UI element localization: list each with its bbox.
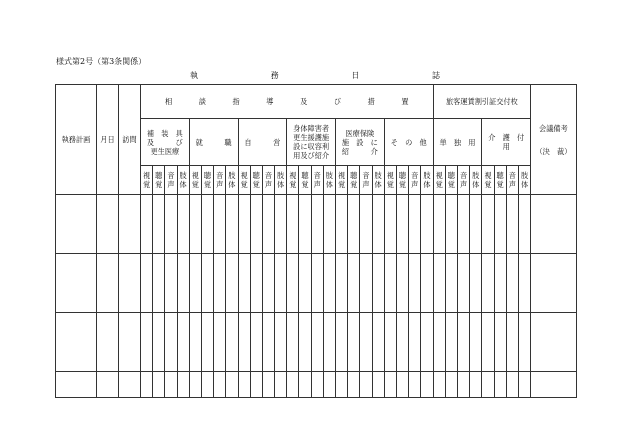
entry-cell[interactable]: [299, 195, 311, 254]
table-row: [56, 313, 577, 372]
entry-cell[interactable]: [409, 313, 421, 372]
sense-top: 音: [411, 171, 419, 180]
entry-cell[interactable]: [153, 254, 165, 313]
category-label: 設に収容利: [293, 142, 330, 151]
sense-bottom: 覚: [191, 180, 199, 189]
entry-cell[interactable]: [250, 313, 262, 372]
entry-cell[interactable]: [311, 372, 323, 398]
sense-cell: [323, 166, 335, 195]
sense-bottom: 覚: [337, 180, 346, 189]
entry-cell[interactable]: [177, 254, 189, 313]
entry-cell[interactable]: [97, 254, 119, 313]
entry-cell[interactable]: [506, 195, 518, 254]
entry-cell[interactable]: [189, 372, 201, 398]
entry-cell[interactable]: [214, 313, 226, 372]
entry-cell[interactable]: [119, 254, 141, 313]
entry-cell[interactable]: [494, 313, 506, 372]
entry-cell[interactable]: [372, 254, 384, 313]
sense-bottom: 体: [374, 180, 382, 189]
entry-cell[interactable]: [458, 195, 470, 254]
sense-cell: [506, 166, 518, 195]
entry-cell[interactable]: [445, 372, 457, 398]
entry-cell[interactable]: [56, 372, 97, 398]
date-header: 月日: [97, 85, 119, 195]
sense-bottom: 声: [508, 180, 516, 189]
sense-bottom: 覚: [142, 180, 151, 189]
category-label: 更生援護施: [293, 133, 330, 142]
entry-cell[interactable]: [421, 372, 433, 398]
entry-cell[interactable]: [141, 372, 153, 398]
entry-cell[interactable]: [153, 372, 165, 398]
entry-cell[interactable]: [153, 313, 165, 372]
entry-cell[interactable]: [311, 195, 323, 254]
form-number-label: 様式第2号（第3条関係）: [56, 57, 147, 66]
category-label: そ の 他: [390, 137, 427, 147]
consult-char: び: [333, 97, 342, 106]
category-label: 自 営: [244, 137, 281, 147]
entry-cell[interactable]: [482, 195, 494, 254]
sense-cell: [470, 166, 482, 195]
sense-top: 肢: [520, 171, 529, 180]
entry-cell[interactable]: [458, 313, 470, 372]
entry-cell[interactable]: [119, 372, 141, 398]
entry-cell[interactable]: [214, 372, 226, 398]
entry-cell[interactable]: [153, 195, 165, 254]
sense-top: 視: [240, 171, 248, 180]
entry-cell[interactable]: [189, 313, 201, 372]
category-label: 介 護 付 用: [488, 133, 532, 151]
entry-cell[interactable]: [201, 313, 213, 372]
category-label: 就 職: [195, 137, 232, 147]
sense-cell: [299, 166, 311, 195]
sense-bottom: 覚: [240, 180, 248, 189]
category-label: 医療保険: [345, 128, 375, 138]
fare-group-header: 旅客運賃割引証交付枚: [433, 85, 531, 119]
entry-cell[interactable]: [445, 254, 457, 313]
entry-cell[interactable]: [56, 195, 97, 254]
entry-cell[interactable]: [336, 254, 348, 313]
sense-bottom: 体: [472, 180, 480, 189]
category-cell: [433, 119, 482, 166]
sense-bottom: 覚: [350, 180, 358, 189]
entry-cell[interactable]: [287, 254, 299, 313]
sense-bottom: 声: [264, 180, 273, 189]
entry-cell[interactable]: [189, 254, 201, 313]
entry-cell[interactable]: [262, 254, 274, 313]
title-char: 誌: [431, 71, 440, 80]
entry-cell[interactable]: [177, 372, 189, 398]
entry-cell[interactable]: [323, 313, 335, 372]
entry-cell[interactable]: [348, 313, 360, 372]
entry-cell[interactable]: [470, 254, 482, 313]
sense-bottom: 声: [411, 180, 419, 189]
entry-cell[interactable]: [299, 313, 311, 372]
sense-top: 音: [216, 171, 224, 180]
meeting-notes-header: [531, 85, 577, 195]
sense-bottom: 体: [228, 180, 236, 189]
entry-cell[interactable]: [336, 195, 348, 254]
entry-cell[interactable]: [421, 195, 433, 254]
entry-cell[interactable]: [531, 195, 577, 254]
entry-cell[interactable]: [165, 254, 177, 313]
sense-cell: [396, 166, 408, 195]
sense-bottom: 声: [313, 180, 321, 189]
entry-cell[interactable]: [494, 372, 506, 398]
sense-bottom: 声: [167, 180, 175, 189]
entry-cell[interactable]: [482, 313, 494, 372]
sense-cell: [409, 166, 421, 195]
sense-bottom: 声: [459, 180, 468, 189]
entry-cell[interactable]: [311, 313, 323, 372]
entry-cell[interactable]: [97, 313, 119, 372]
entry-cell[interactable]: [299, 254, 311, 313]
entry-cell[interactable]: [119, 313, 141, 372]
sense-bottom: 覚: [386, 180, 394, 189]
category-label: 紹 介: [341, 146, 378, 156]
sense-cell: [189, 166, 201, 195]
entry-cell[interactable]: [238, 313, 250, 372]
entry-cell[interactable]: [372, 313, 384, 372]
consult-char: 措: [367, 97, 375, 106]
sense-cell: [311, 166, 323, 195]
entry-cell[interactable]: [214, 254, 226, 313]
entry-cell[interactable]: [250, 195, 262, 254]
entry-cell[interactable]: [409, 254, 421, 313]
entry-cell[interactable]: [141, 313, 153, 372]
entry-cell[interactable]: [226, 254, 238, 313]
sense-top: 視: [435, 171, 443, 180]
entry-cell[interactable]: [458, 372, 470, 398]
sense-bottom: 覚: [496, 180, 504, 189]
entry-cell[interactable]: [518, 195, 530, 254]
sense-bottom: 覚: [252, 180, 260, 189]
consult-char: 指: [232, 97, 240, 106]
entry-cell[interactable]: [287, 195, 299, 254]
sense-top: 肢: [277, 171, 285, 180]
entry-cell[interactable]: [250, 372, 262, 398]
sense-cell: [275, 166, 287, 195]
work-log-table: [55, 84, 577, 398]
sense-cell: [250, 166, 262, 195]
entry-cell[interactable]: [336, 313, 348, 372]
sense-cell: [177, 166, 189, 195]
sense-cell: [445, 166, 457, 195]
entry-cell[interactable]: [409, 372, 421, 398]
entry-cell[interactable]: [409, 195, 421, 254]
entry-cell[interactable]: [226, 313, 238, 372]
entry-cell[interactable]: [384, 195, 396, 254]
plan-header: 執務計画: [56, 85, 97, 195]
entry-cell[interactable]: [470, 372, 482, 398]
entry-cell[interactable]: [421, 313, 433, 372]
sense-top: 聴: [252, 171, 260, 180]
sense-cell: [482, 166, 494, 195]
sense-top: 音: [459, 171, 468, 180]
entry-cell[interactable]: [311, 254, 323, 313]
sense-bottom: 覚: [155, 180, 163, 189]
entry-cell[interactable]: [275, 254, 287, 313]
entry-cell[interactable]: [384, 372, 396, 398]
entry-cell[interactable]: [97, 372, 119, 398]
sense-cell: [458, 166, 470, 195]
sense-top: 聴: [350, 171, 358, 180]
sense-cell: [238, 166, 250, 195]
sense-cell: [336, 166, 348, 195]
sense-cell: [433, 166, 445, 195]
sense-top: 音: [508, 171, 516, 180]
sense-cell: [141, 166, 153, 195]
entry-cell[interactable]: [250, 254, 262, 313]
category-cell: [287, 119, 336, 166]
entry-cell[interactable]: [396, 254, 408, 313]
sense-bottom: 覚: [289, 180, 297, 189]
sense-top: 音: [264, 171, 273, 180]
sense-bottom: 体: [277, 180, 285, 189]
sense-top: 聴: [155, 171, 163, 180]
sense-top: 視: [337, 171, 346, 180]
sense-top: 肢: [325, 171, 333, 180]
entry-cell[interactable]: [141, 254, 153, 313]
sense-top: 視: [484, 171, 492, 180]
entry-cell[interactable]: [494, 195, 506, 254]
header-row-1: [56, 85, 577, 119]
sense-top: 音: [313, 171, 321, 180]
category-label: 単 独 用: [439, 137, 476, 147]
sense-top: 聴: [301, 171, 309, 180]
sense-cell: [494, 166, 506, 195]
sense-top: 視: [289, 171, 297, 180]
category-cell: [336, 119, 385, 166]
entry-cell[interactable]: [360, 313, 372, 372]
sense-bottom: 体: [520, 180, 529, 189]
sense-top: 音: [167, 171, 175, 180]
entry-cell[interactable]: [201, 372, 213, 398]
sense-top: 視: [142, 171, 151, 180]
entry-cell[interactable]: [262, 195, 274, 254]
entry-cell[interactable]: [323, 254, 335, 313]
sense-bottom: 体: [423, 180, 431, 189]
entry-cell[interactable]: [226, 195, 238, 254]
consult-char: 置: [401, 97, 409, 106]
sense-cell: [360, 166, 372, 195]
entry-cell[interactable]: [518, 313, 530, 372]
entry-cell[interactable]: [360, 254, 372, 313]
entry-cell[interactable]: [433, 254, 445, 313]
sense-bottom: 覚: [301, 180, 309, 189]
entry-cell[interactable]: [506, 313, 518, 372]
sense-bottom: 覚: [484, 180, 492, 189]
sense-cell: [214, 166, 226, 195]
entry-cell[interactable]: [238, 254, 250, 313]
entry-cell[interactable]: [336, 372, 348, 398]
document-title: [190, 70, 440, 81]
entry-cell[interactable]: [323, 195, 335, 254]
entry-cell[interactable]: [458, 254, 470, 313]
category-label: 更生医療: [150, 146, 180, 156]
entry-cell[interactable]: [396, 313, 408, 372]
sense-top: 肢: [472, 171, 480, 180]
entry-cell[interactable]: [384, 254, 396, 313]
entry-cell[interactable]: [494, 254, 506, 313]
category-cell: [384, 119, 433, 166]
entry-cell[interactable]: [396, 195, 408, 254]
category-label: 身体障害者: [293, 124, 330, 133]
sense-top: 肢: [228, 171, 236, 180]
sense-cell: [226, 166, 238, 195]
entry-cell[interactable]: [275, 195, 287, 254]
entry-cell[interactable]: [226, 372, 238, 398]
entry-cell[interactable]: [214, 195, 226, 254]
entry-cell[interactable]: [201, 195, 213, 254]
sense-top: 肢: [179, 171, 187, 180]
entry-cell[interactable]: [275, 372, 287, 398]
entry-cell[interactable]: [470, 313, 482, 372]
entry-cell[interactable]: [482, 372, 494, 398]
category-label: 及 び: [146, 137, 183, 147]
entry-cell[interactable]: [518, 254, 530, 313]
entry-cell[interactable]: [238, 195, 250, 254]
entry-cell[interactable]: [275, 313, 287, 372]
sense-top: 聴: [398, 171, 407, 180]
sense-cell: [348, 166, 360, 195]
sense-bottom: 体: [179, 180, 187, 189]
entry-cell[interactable]: [433, 313, 445, 372]
sense-top: 肢: [374, 171, 382, 180]
entry-cell[interactable]: [97, 195, 119, 254]
entry-cell[interactable]: [348, 195, 360, 254]
meeting-notes-label: 会議備考: [539, 123, 568, 133]
visit-header: 訪問: [119, 85, 141, 195]
sense-cell: [384, 166, 396, 195]
table-row: [56, 195, 577, 254]
entry-cell[interactable]: [348, 254, 360, 313]
entry-cell[interactable]: [287, 372, 299, 398]
entry-cell[interactable]: [287, 313, 299, 372]
sense-bottom: 体: [325, 180, 333, 189]
entry-cell[interactable]: [433, 372, 445, 398]
entry-cell[interactable]: [56, 254, 97, 313]
entry-cell[interactable]: [177, 195, 189, 254]
entry-cell[interactable]: [262, 313, 274, 372]
entry-cell[interactable]: [531, 254, 577, 313]
consult-group-header: [141, 85, 434, 119]
entry-cell[interactable]: [518, 372, 530, 398]
entry-cell[interactable]: [482, 254, 494, 313]
entry-cell[interactable]: [384, 313, 396, 372]
category-label: 補 装 具: [146, 128, 183, 138]
consult-char: 相: [165, 97, 173, 106]
sense-top: 視: [386, 171, 394, 180]
sense-top: 視: [191, 171, 199, 180]
consult-char: 及: [300, 97, 308, 106]
entry-cell[interactable]: [445, 313, 457, 372]
entry-cell[interactable]: [372, 195, 384, 254]
entry-cell[interactable]: [531, 313, 577, 372]
sense-top: 聴: [447, 171, 455, 180]
entry-cell[interactable]: [506, 372, 518, 398]
sense-bottom: 覚: [435, 180, 443, 189]
entry-cell[interactable]: [470, 195, 482, 254]
entry-cell[interactable]: [165, 195, 177, 254]
title-char: 日: [351, 71, 360, 80]
category-label: 用及び紹介: [293, 151, 330, 160]
sense-top: 音: [362, 171, 370, 180]
sense-cell: [372, 166, 384, 195]
entry-cell[interactable]: [177, 313, 189, 372]
entry-cell[interactable]: [433, 195, 445, 254]
category-cell: [141, 119, 190, 166]
sense-cell: [518, 166, 530, 195]
category-cell: [482, 119, 531, 166]
table-row: [56, 254, 577, 313]
entry-cell[interactable]: [506, 254, 518, 313]
sense-cell: [201, 166, 213, 195]
entry-cell[interactable]: [299, 372, 311, 398]
sense-bottom: 声: [362, 180, 370, 189]
entry-cell[interactable]: [56, 313, 97, 372]
entry-cell[interactable]: [531, 372, 577, 398]
entry-cell[interactable]: [421, 254, 433, 313]
sense-top: 肢: [423, 171, 431, 180]
sense-bottom: 覚: [398, 180, 407, 189]
entry-cell[interactable]: [201, 254, 213, 313]
decision-label: （決 裁）: [535, 146, 572, 156]
entry-cell[interactable]: [372, 372, 384, 398]
sense-cell: [153, 166, 165, 195]
sense-cell: [262, 166, 274, 195]
entry-cell[interactable]: [360, 195, 372, 254]
entry-cell[interactable]: [323, 372, 335, 398]
consult-char: 導: [266, 97, 274, 106]
entry-cell[interactable]: [360, 372, 372, 398]
entry-cell[interactable]: [238, 372, 250, 398]
sense-top: 聴: [203, 171, 212, 180]
sense-top: 聴: [496, 171, 504, 180]
category-label: 施 設 に: [341, 137, 378, 147]
entry-cell[interactable]: [189, 195, 201, 254]
entry-cell[interactable]: [445, 195, 457, 254]
entry-cell[interactable]: [165, 372, 177, 398]
entry-cell[interactable]: [348, 372, 360, 398]
entry-cell[interactable]: [119, 195, 141, 254]
consult-char: 談: [198, 97, 206, 106]
table-row: [56, 372, 577, 398]
sense-bottom: 覚: [203, 180, 212, 189]
title-char: 執: [190, 71, 198, 80]
sense-bottom: 覚: [447, 180, 455, 189]
category-cell: [189, 119, 238, 166]
sense-cell: [421, 166, 433, 195]
entry-cell[interactable]: [141, 195, 153, 254]
entry-cell[interactable]: [165, 313, 177, 372]
sense-cell: [287, 166, 299, 195]
title-char: 務: [270, 71, 279, 80]
entry-cell[interactable]: [396, 372, 408, 398]
category-cell: [238, 119, 287, 166]
sense-bottom: 声: [216, 180, 224, 189]
sense-cell: [165, 166, 177, 195]
entry-cell[interactable]: [262, 372, 274, 398]
